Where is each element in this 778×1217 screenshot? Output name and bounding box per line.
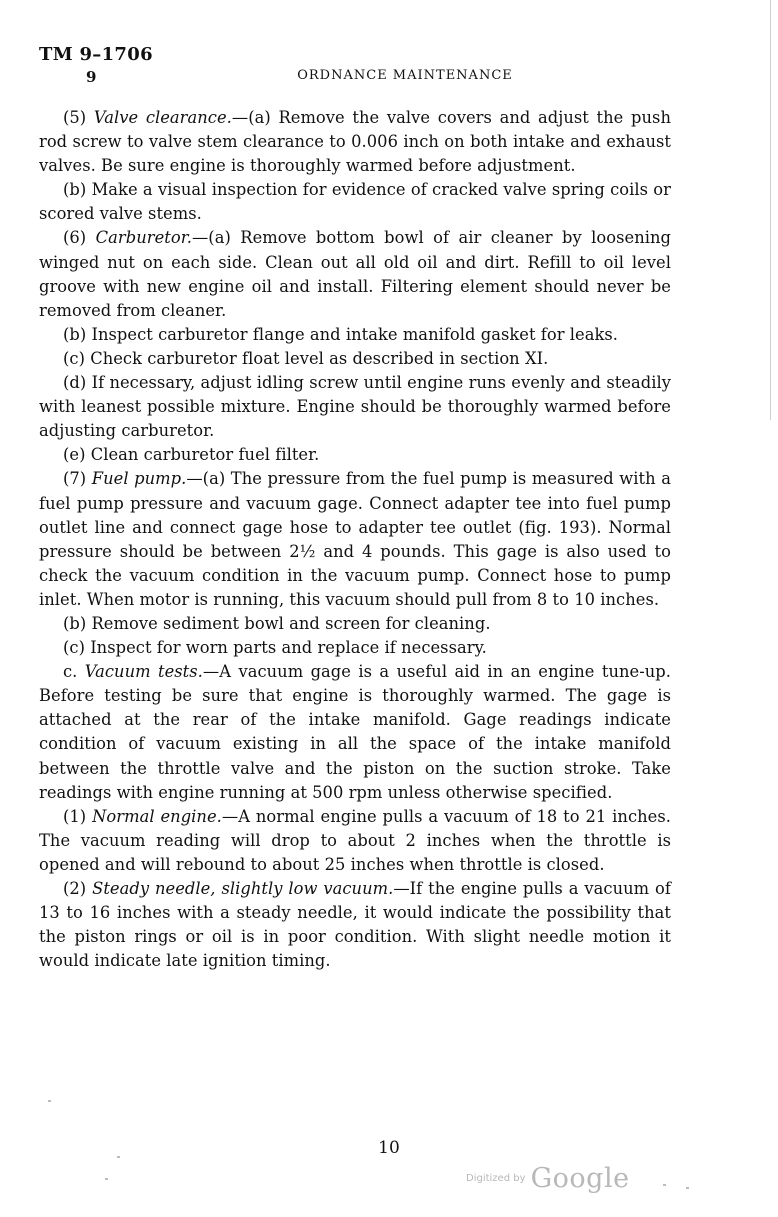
- paragraph: (1) Normal engine.—A normal engine pulls a vacuum of 18 to 21 inches. The vacuum reading will drop to about 2 inches when the throttle is opened and will rebound to about 25 inches when throttle is closed.: [39, 806, 671, 874]
- paragraph: (b) Make a visual inspection for evidence of cracked valve spring coils or scored valve stems.: [39, 180, 671, 224]
- body-text: [39, 106, 671, 973]
- scan-speck: [686, 1187, 689, 1189]
- paragraph: (d) If necessary, adjust idling screw until engine runs evenly and steadily with leanest possible mixture. Engine should be thoroughly warmed before adjusting carburetor.: [39, 373, 671, 441]
- scan-speck: [48, 1100, 51, 1102]
- paragraph: (6) Carburetor.—(a) Remove bottom bowl of air cleaner by loosening winged nut on each side. Clean out all old oil and dirt. Refill to oil level groove with new engine oil and install. Filtering element should never be removed from cleaner.: [39, 228, 671, 320]
- paragraph: (c) Inspect for worn parts and replace if necessary.: [63, 638, 487, 658]
- paragraph-number: 9: [86, 68, 97, 86]
- paragraph: (5) Valve clearance.—(a) Remove the valve covers and adjust the push rod screw to valve stem clearance to 0.006 inch on both intake and exhaust valves. Be sure engine is thoroughly warmed before adjustment.: [39, 108, 671, 176]
- paragraph: (c) Check carburetor float level as described in section XI.: [63, 348, 549, 368]
- google-logo: Google: [530, 1163, 630, 1194]
- digitized-by-label: Digitized by: [466, 1173, 526, 1184]
- paragraph: (7) Fuel pump.—(a) The pressure from the fuel pump is measured with a fuel pump pressure and vacuum gage. Connect adapter tee into fuel pump outlet line and connect gage hose to adapter tee outlet (fig. 193). Normal pressure should be between 2½ and 4 pounds. This gage is also used to check the vacuum condition in the vacuum pump. Connect hose to pump inlet. When motor is running, this vacuum should pull from 8 to 10 inches.: [39, 469, 671, 609]
- page-edge-line: [770, 0, 771, 420]
- scan-speck: [105, 1178, 108, 1180]
- scan-speck: [663, 1184, 666, 1186]
- paragraph: (b) Remove sediment bowl and screen for cleaning.: [63, 613, 491, 633]
- paragraph: (e) Clean carburetor fuel filter.: [63, 445, 320, 465]
- paragraph: (b) Inspect carburetor flange and intake manifold gasket for leaks.: [63, 324, 619, 344]
- digitized-by-google-watermark: [466, 1163, 630, 1194]
- running-title: ORDNANCE MAINTENANCE: [297, 68, 513, 83]
- paragraph: c. Vacuum tests.—A vacuum gage is a useful aid in an engine tune-up. Before testing be sure that engine is thoroughly warmed. The gage is attached at the rear of the intake manifold. Gage readings indicate condition of vacuum existing in all the space of the intake manifold between the throttle valve and the piston on the suction stroke. Take readings with engine running at 500 rpm unless otherwise specified.: [39, 662, 671, 802]
- tm-number: TM 9–1706: [39, 44, 153, 65]
- page-number: 10: [378, 1138, 400, 1158]
- paragraph: (2) Steady needle, slightly low vacuum.—If the engine pulls a vacuum of 13 to 16 inches with a steady needle, it would indicate the possibility that the piston rings or oil is in poor condition. With slight needle motion it would indicate late ignition timing.: [39, 879, 671, 971]
- scan-speck: [117, 1156, 120, 1158]
